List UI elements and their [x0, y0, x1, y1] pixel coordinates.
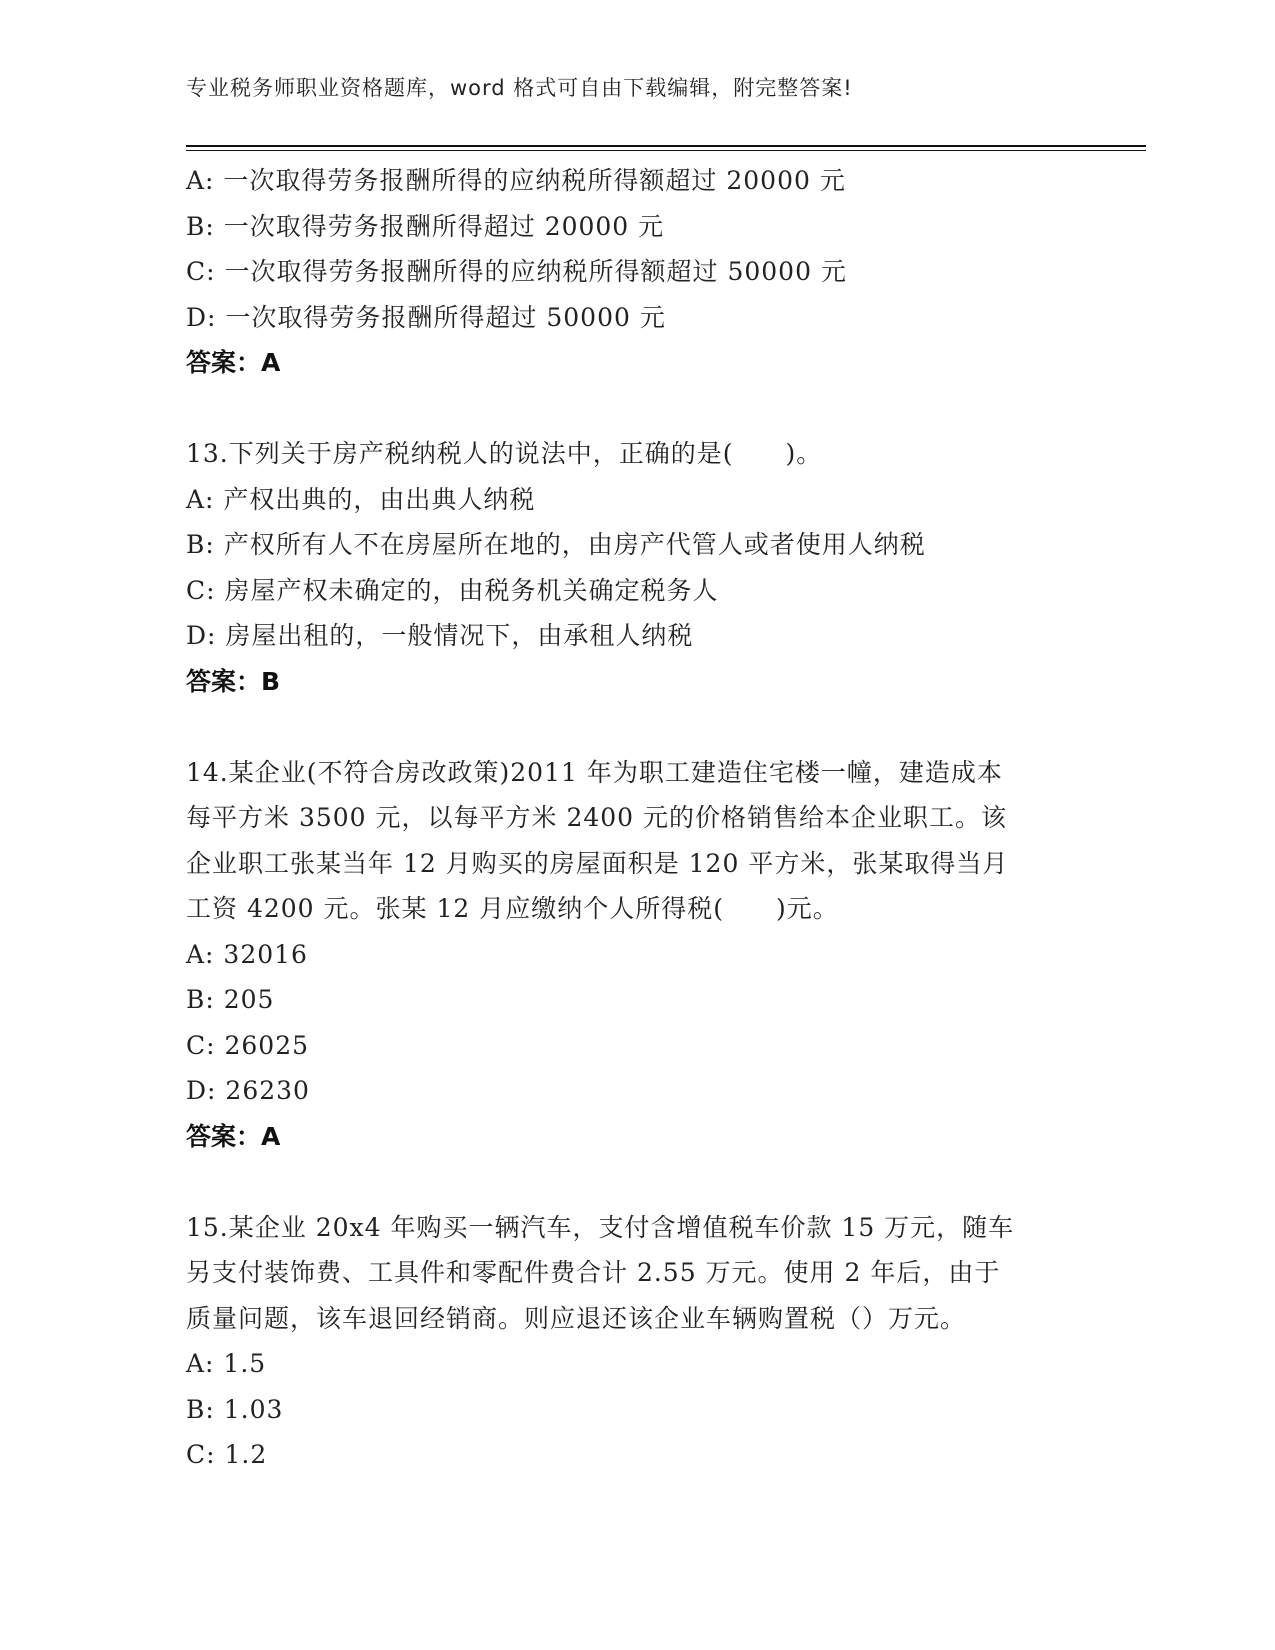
answer: 答案：A	[186, 1121, 281, 1151]
option-d: D: 房屋出租的，一般情况下，由承租人纳税	[186, 621, 694, 650]
option-c: C: 1.2	[186, 1440, 268, 1469]
question-stem-line: 14.某企业(不符合房改政策)2011 年为职工建造住宅楼一幢，建造成本	[186, 757, 1003, 787]
question-stem-line: 另支付装饰费、工具件和零配件费合计 2.55 万元。使用 2 年后，由于	[186, 1258, 1001, 1287]
question-14	[186, 750, 1086, 1160]
question-13	[186, 431, 1086, 704]
answer: 答案：B	[186, 666, 281, 696]
question-stem-line: 企业职工张某当年 12 月购买的房屋面积是 120 平方米，张某取得当月	[186, 848, 1009, 878]
header-rule-thick	[186, 145, 1146, 147]
question-stem-line: 质量问题，该车退回经销商。则应退还该企业车辆购置税（）万元。	[186, 1303, 967, 1333]
option-a: A: 产权出典的，由出典人纳税	[186, 484, 536, 514]
option-b: B: 205	[186, 985, 275, 1014]
question-stem-line: 每平方米 3500 元，以每平方米 2400 元的价格销售给本企业职工。该	[186, 803, 1008, 832]
option-d: D: 26230	[186, 1076, 310, 1105]
option-c: C: 26025	[186, 1030, 310, 1060]
page-header: 专业税务师职业资格题库，word 格式可自由下载编辑，附完整答案!	[186, 76, 853, 100]
header-rule-thin	[186, 150, 1146, 151]
question-stem-line: 15.某企业 20x4 年购买一辆汽车，支付含增值税车价款 15 万元，随车	[186, 1212, 1015, 1242]
option-b: B: 一次取得劳务报酬所得超过 20000 元	[186, 211, 665, 241]
question-content	[186, 158, 1086, 1478]
option-a: A: 32016	[186, 939, 308, 969]
option-b: B: 1.03	[186, 1394, 284, 1424]
option-c: C: 房屋产权未确定的，由税务机关确定税务人	[186, 575, 719, 605]
option-a: A: 1.5	[186, 1349, 267, 1378]
question-15	[186, 1205, 1086, 1478]
option-d: D: 一次取得劳务报酬所得超过 50000 元	[186, 302, 666, 332]
answer: 答案：A	[186, 348, 281, 377]
option-c: C: 一次取得劳务报酬所得的应纳税所得额超过 50000 元	[186, 257, 847, 286]
option-a: A: 一次取得劳务报酬所得的应纳税所得额超过 20000 元	[186, 166, 846, 195]
question-stem: 13.下列关于房产税纳税人的说法中，正确的是( )。	[186, 439, 823, 468]
question-12	[186, 158, 1086, 386]
option-b: B: 产权所有人不在房屋所在地的，由房产代管人或者使用人纳税	[186, 530, 926, 559]
question-stem-line: 工资 4200 元。张某 12 月应缴纳个人所得税( )元。	[186, 894, 839, 923]
